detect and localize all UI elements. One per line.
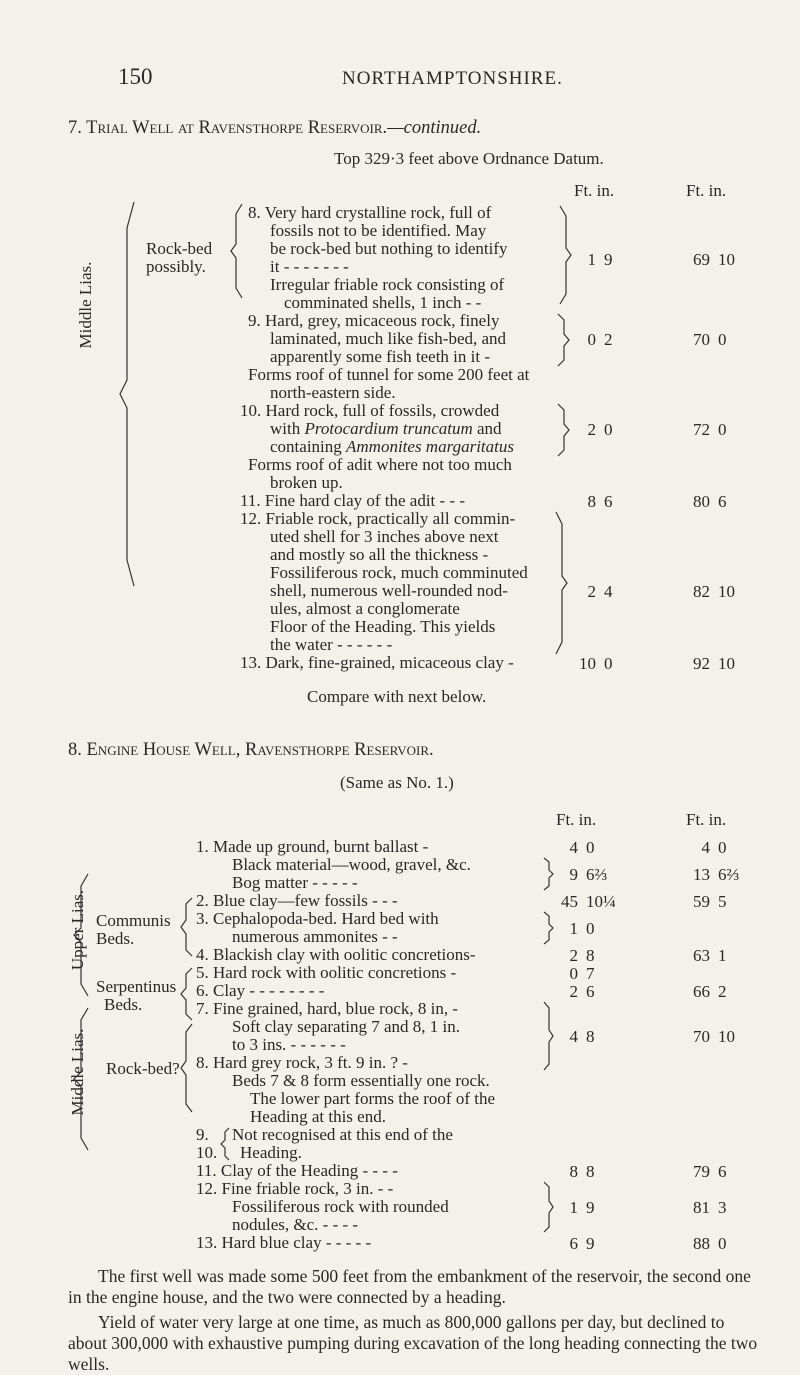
section-7-datum: Top 329·3 feet above Ordnance Datum. [334,149,604,168]
s7-group-label-2: possibly. [146,257,206,276]
s8-row7-in: 6 [586,982,595,1001]
s8-col-header-1: Ft. in. [556,810,597,829]
s8-row9-in: 8 [586,1162,595,1181]
s7-line-22: shell, numerous well-rounded nod- [270,581,508,600]
s7-row2-in: 2 [604,330,613,349]
s7-row6-cin: 10 [718,654,735,673]
s8-row1-cft: 4 [701,838,710,857]
s8-rock-bed-brace [180,1022,194,1114]
s7-row5-ft: 2 [587,582,596,601]
s8-entry-7-8-brace [542,1000,554,1072]
section-7-continued: —continued. [387,118,482,138]
s7-line-18: 12. Friable rock, practically all commin- [240,509,516,528]
s8-line-16: Heading at this end. [250,1107,386,1126]
s8-line-15: The lower part forms the roof of the [250,1089,495,1108]
s8-row1-ft: 4 [569,838,578,857]
s7-line-12: 10. Hard rock, full of fossils, crowded [240,401,500,420]
s8-row3-in: 10¼ [586,892,616,911]
s7-line-9: apparently some fish teeth in it - [270,347,490,366]
s7-row1-in: 9 [604,250,613,269]
section-7-title [68,118,481,139]
s7-row2-cft: 70 [693,330,710,349]
s7-row3-ft: 2 [587,420,596,439]
s8-line-14: Beds 7 & 8 form essentially one rock. [232,1071,490,1090]
s7-row4-ft: 8 [587,492,596,511]
s8-line-22: nodules, &c. - - - - [232,1215,359,1234]
s8-line-8: 5. Hard rock with oolitic concretions - [196,963,457,982]
s8-row8-in: 8 [586,1027,595,1046]
s8-group-communis-2: Beds. [96,929,135,948]
s7-species-ammonites: Ammonites margaritatus [346,437,514,456]
s8-line-23: 13. Hard blue clay - - - - - [196,1233,372,1252]
s7-row5-cft: 82 [693,582,710,601]
s8-row6-ft: 0 [569,964,578,983]
s7-row6-ft: 10 [579,654,596,673]
s7-row6-cft: 92 [693,654,710,673]
s7-line-24: Floor of the Heading. This yields [270,617,496,636]
s7-row1-cin: 10 [718,250,735,269]
s8-row9-cin: 6 [718,1162,727,1181]
s8-row7-cft: 66 [693,982,710,1001]
s8-side-label-middle-lias: Middle Lias. [68,1028,87,1116]
s8-row5-cft: 63 [693,946,710,965]
s8-row8-cin: 10 [718,1027,735,1046]
s8-line-3: Bog matter - - - - - [232,873,358,892]
s8-line-20: 12. Fine friable rock, 3 in. - - [196,1179,394,1198]
s7-row3-cin: 0 [718,420,727,439]
s8-row2-cft: 13 [693,865,710,884]
s7-row1-ft: 1 [587,250,596,269]
s8-row4-in: 0 [586,919,595,938]
s8-line-19: 11. Clay of the Heading - - - - [196,1161,398,1180]
s8-row5-ft: 2 [569,946,578,965]
s8-row2-in: 6⅔ [586,865,608,884]
s7-line-17: 11. Fine hard clay of the adit - - - [240,491,466,510]
page-number: 150 [118,64,153,89]
s8-row6-in: 7 [586,964,595,983]
s7-row2-cin: 0 [718,330,727,349]
s8-line-12: to 3 ins. - - - - - - [232,1035,346,1054]
s8-row8-cft: 70 [693,1027,710,1046]
s8-entry-9-10-brace [220,1126,230,1162]
s8-entry-12-brace [542,1180,554,1234]
s7-side-label-middle-lias: Middle Lias. [76,261,95,349]
s8-line-17: Not recognised at this end of the [232,1125,453,1144]
s7-row4-cin: 6 [718,492,727,511]
s8-line-1: 1. Made up ground, burnt ballast - [196,837,429,856]
paragraph-1: The first well was made some 500 feet from the embankment of the reservoir, the second one in the engine house, and the two were connected by a heading. [68,1266,751,1307]
s7-line-20: and mostly so all the thickness - [270,545,489,564]
paragraph-2: Yield of water very large at one time, as much as 800,000 gallons per day, but declined to about 300,000 with exhaustive pumping during excavation of the long heading connecting the two wells. [68,1312,758,1374]
s8-line-5: 3. Cephalopoda-bed. Hard bed with [196,909,439,928]
s7-line-14a: containing [270,437,347,456]
s7-col-header-2: Ft. in. [686,181,727,200]
s7-line-1: 8. Very hard crystalline rock, full of [248,203,492,222]
s7-entry-10-brace [556,402,570,458]
s8-line-21: Fossiliferous rock with rounded [232,1197,449,1216]
s7-line-2: fossils not to be identified. May [270,221,487,240]
s8-line-9: 6. Clay - - - - - - - - [196,981,325,1000]
s7-line-7: 9. Hard, grey, micaceous rock, finely [248,311,500,330]
s8-group-serpentinus-2: Beds. [104,995,143,1014]
s8-line-18: Heading. [240,1143,302,1162]
s8-row7-ft: 2 [569,982,578,1001]
s8-group-serpentinus-1: Serpentinus [96,977,177,996]
s7-line-16: broken up. [270,473,343,492]
s7-line-13 [270,420,502,438]
s8-line-18-num: 10. [196,1143,218,1162]
s7-row4-in: 6 [604,492,613,511]
s7-line-8: laminated, much like fish-bed, and [270,329,507,348]
s7-row1-cft: 69 [693,250,710,269]
s8-row5-cin: 1 [718,946,727,965]
s8-line-4: 2. Blue clay—few fossils - - - [196,891,398,910]
s8-group-communis-1: Communis [96,911,171,930]
s8-col-header-2: Ft. in. [686,810,727,829]
s8-row11-cin: 0 [718,1234,727,1253]
s7-line-3: be rock-bed but nothing to identify [270,239,508,258]
s8-row7-cin: 2 [718,982,727,1001]
s8-row3-cft: 59 [693,892,710,911]
s8-row1-in: 0 [586,838,595,857]
s7-line-10: Forms roof of tunnel for some 200 feet at [248,365,530,384]
s7-row5-cin: 10 [718,582,735,601]
s8-row11-ft: 6 [569,1234,578,1253]
s8-row9-cft: 79 [693,1162,710,1181]
s7-group-label-1: Rock-bed [146,239,213,258]
s8-entry-3-brace [542,910,554,946]
s8-row2-cin: 6⅔ [718,865,740,884]
s8-line-13: 8. Hard grey rock, 3 ft. 9 in. ? - [196,1053,408,1072]
s7-line-5: Irregular friable rock consisting of [270,275,505,294]
s8-line-10: 7. Fine grained, hard, blue rock, 8 in, - [196,999,459,1018]
s7-row4-cft: 80 [693,492,710,511]
s7-line-26: 13. Dark, fine-grained, micaceous clay - [240,653,514,672]
s7-line-13a: with [270,419,305,438]
s7-row6-in: 0 [604,654,613,673]
section-8-title: 8. Engine House Well, Ravensthorpe Reservoir. [68,740,434,760]
s8-side-label-upper-lias: Upper Lias. [68,889,87,971]
s8-row11-cft: 88 [693,1234,710,1253]
running-head: NORTHAMPTONSHIRE. [342,68,563,89]
s8-row4-ft: 1 [569,919,578,938]
s7-col-header-1: Ft. in. [574,181,615,200]
s8-line-11: Soft clay separating 7 and 8, 1 in. [232,1017,461,1036]
s8-row3-cin: 5 [718,892,727,911]
s7-row5-in: 4 [604,582,613,601]
s8-middle-lias-brace [72,1006,90,1152]
s8-row10-in: 9 [586,1198,595,1217]
s7-entry-9-brace [556,312,570,368]
s8-row10-cft: 81 [693,1198,710,1217]
s7-line-25: the water - - - - - - [270,635,393,654]
s7-species-protocardium: Protocardium truncatum [304,419,473,438]
section-8-subtitle: (Same as No. 1.) [340,773,454,792]
s8-line-7: 4. Blackish clay with oolitic concretions- [196,945,476,964]
s7-row3-cft: 72 [693,420,710,439]
s8-serpentinus-brace [180,966,194,1022]
s7-line-21: Fossiliferous rock, much comminuted [270,563,528,582]
s8-group-rock-bed: Rock-bed? [106,1059,180,1078]
s7-side-brace [118,200,136,588]
s8-entry-1b-brace [542,856,554,892]
s8-row10-ft: 1 [569,1198,578,1217]
s7-line-14 [270,438,514,456]
s7-line-23: ules, almost a conglomerate [270,599,460,618]
s7-line-6: comminated shells, 1 inch - - [284,293,482,312]
s7-entry-12-brace [554,510,568,656]
s8-row11-in: 9 [586,1234,595,1253]
s7-line-13c: and [472,419,502,438]
s7-row3-in: 0 [604,420,613,439]
s8-row3-ft: 45 [561,892,578,911]
s8-line-17-num: 9. [196,1125,209,1144]
s7-line-4: it - - - - - - - [270,257,349,276]
s7-line-15: Forms roof of adit where not too much [248,455,512,474]
s8-line-6: numerous ammonites - - [232,927,398,946]
s7-row2-ft: 0 [587,330,596,349]
s8-communis-brace [180,896,194,958]
s7-group-brace [230,202,244,300]
s7-line-11: north-eastern side. [270,383,396,402]
s8-row1-cin: 0 [718,838,727,857]
s8-upper-lias-brace [72,872,90,998]
s7-entry-8-brace [558,204,572,306]
s7-compare-note: Compare with next below. [307,687,487,706]
s8-row5-in: 8 [586,946,595,965]
s8-row10-cin: 3 [718,1198,727,1217]
s8-row8-ft: 4 [569,1027,578,1046]
s8-line-2: Black material—wood, gravel, &c. [232,855,471,874]
s8-row2-ft: 9 [569,865,578,884]
s8-row9-ft: 8 [569,1162,578,1181]
s7-line-19: uted shell for 3 inches above next [270,527,499,546]
section-7-heading: 7. Trial Well at Ravensthorpe Reservoir. [68,118,388,138]
